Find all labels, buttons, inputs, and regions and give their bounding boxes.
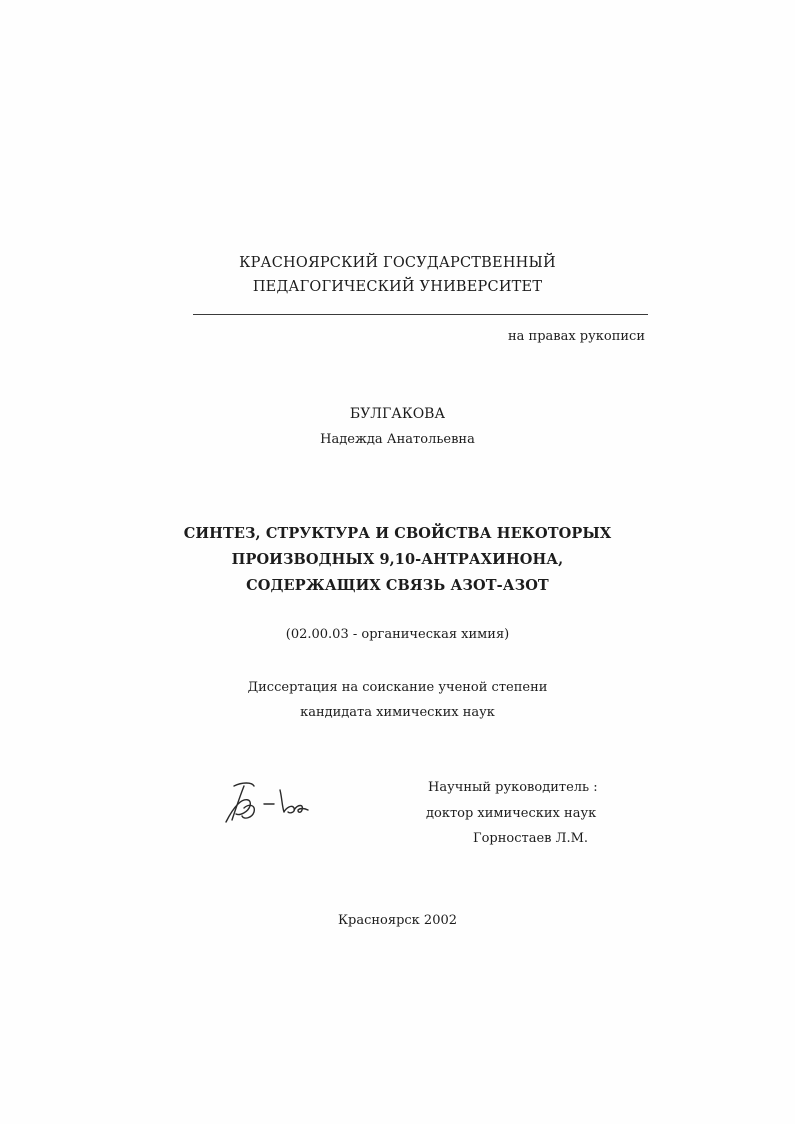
signature-text: Бу - ва (422, 978, 426, 979)
degree-line-1: Диссертация на соискание ученой степени (247, 680, 548, 695)
supervisor-name: Горностаев Л.М. (473, 831, 589, 846)
supervisor-degree: доктор химических наук (426, 806, 597, 821)
city-year: Красноярск 2002 (337, 913, 458, 928)
title-line-2: ПРОИЗВОДНЫХ 9,10-АНТРАХИНОНА, (231, 551, 564, 568)
degree-line-2: кандидата химических наук (300, 705, 495, 720)
header-divider (193, 314, 648, 315)
title-line-1: СИНТЕЗ, СТРУКТУРА И СВОЙСТВА НЕКОТОРЫХ (183, 525, 612, 542)
specialty-code: (02.00.03 - органическая химия) (285, 627, 510, 642)
institution-line-1: КРАСНОЯРСКИЙ ГОСУДАРСТВЕННЫЙ (239, 255, 556, 271)
author-given-names: Надежда Анатольевна (320, 432, 475, 447)
manuscript-note: на правах рукописи (507, 329, 645, 344)
author-surname: БУЛГАКОВА (349, 406, 446, 422)
institution-line-2: ПЕДАГОГИЧЕСКИЙ УНИВЕРСИТЕТ (252, 279, 543, 295)
supervisor-label: Научный руководитель : (428, 780, 598, 795)
title-line-3: СОДЕРЖАЩИХ СВЯЗЬ АЗОТ-АЗОТ (246, 577, 549, 594)
